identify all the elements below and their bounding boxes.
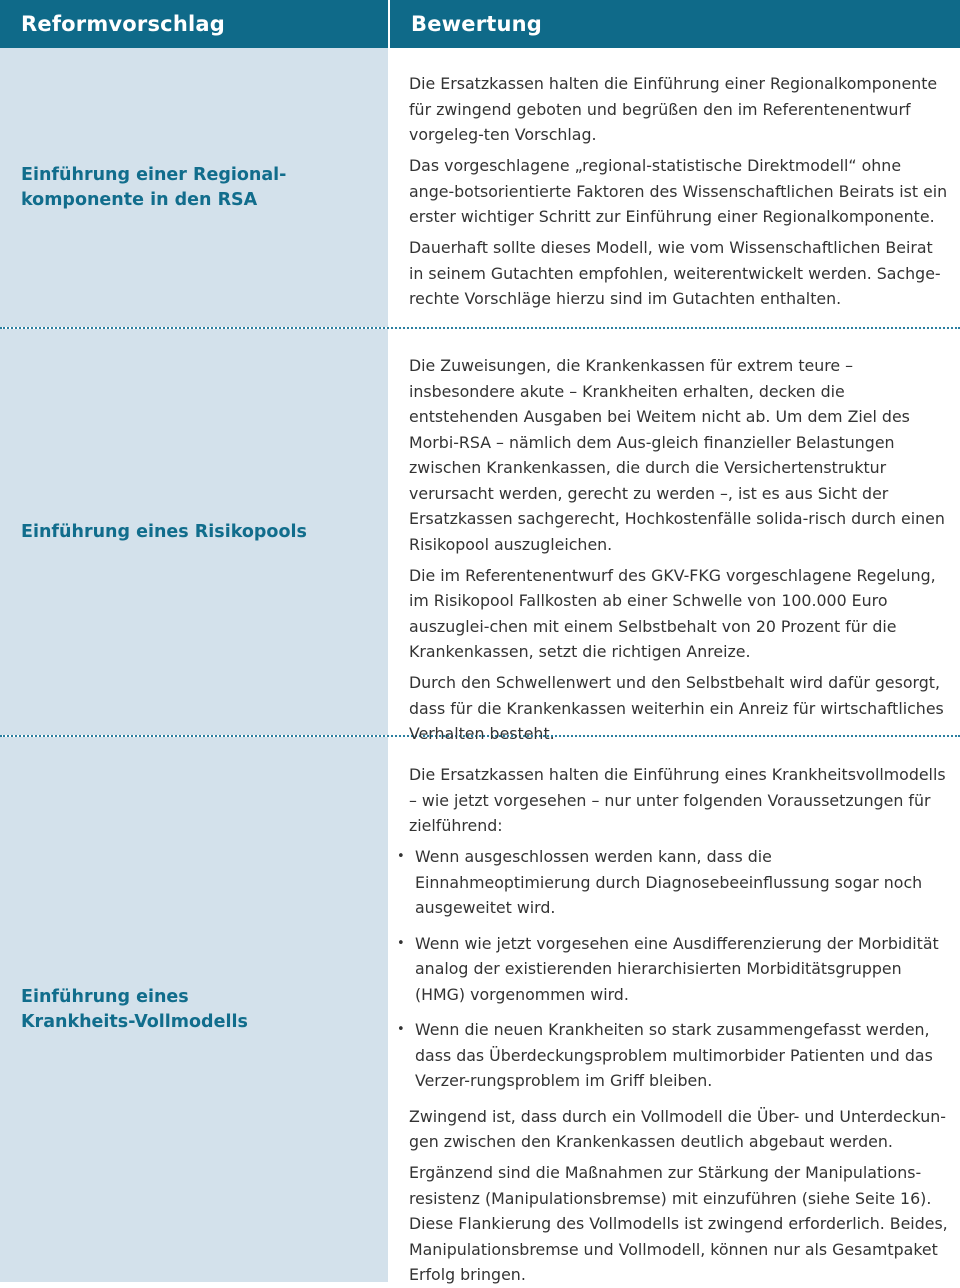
bullet-icon: •: [397, 1022, 405, 1037]
reform-title: [21, 163, 286, 213]
table-header: [0, 0, 960, 48]
assessment-cell: [388, 737, 960, 1282]
reform-title-line: Einführung einer Regional-: [21, 164, 287, 185]
list-item-text: Wenn ausgeschlossen werden kann, dass die Einnahmeoptimierung durch Diagnosebeeinflussung sogar noch ausgeweitet wird.: [415, 847, 923, 917]
assessment-paragraph: Durch den Schwellenwert und den Selbstbehalt wird dafür gesorgt, dass für die Krankenkassen weiterhin ein Anreiz für wirtschaftliches Verhalten besteht.: [409, 673, 944, 743]
bullet-icon: •: [397, 935, 405, 951]
reform-cell: [0, 329, 388, 735]
reform-title-line: Einführung eines Risikopools: [21, 521, 307, 542]
reform-title-line: komponente in den RSA: [21, 189, 258, 210]
column-header-bewertung: Bewertung: [388, 0, 960, 48]
reform-cell: [0, 48, 388, 327]
list-item: [388, 844, 948, 921]
assessment-cell: [388, 48, 960, 327]
list-item: [388, 1017, 948, 1094]
assessment-paragraph: Zwingend ist, dass durch ein Vollmodell die Über- und Unterdeckun-gen zwischen den Krankenkassen deutlich abgebaut werden.: [409, 1106, 946, 1151]
reform-title: [21, 985, 248, 1035]
reform-title-line: Krankheits-Vollmodells: [21, 1011, 248, 1032]
reform-cell: [0, 737, 388, 1282]
assessment-intro: Die Ersatzkassen halten die Einführung eines Krankheitsvollmodells – wie jetzt vorgesehen – nur unter folgenden Voraussetzungen für zielführend:: [409, 765, 946, 835]
condition-list: [397, 844, 948, 1094]
table-row-vollmodell: [0, 737, 960, 1282]
assessment-paragraph: Die im Referentenentwurf des GKV-FKG vorgeschlagene Regelung, im Risikopool Fallkosten ab einer Schwelle von 100.000 Euro auszuglei-chen mit einem Selbstbehalt von 20 Prozent für die Krankenkassen, setzt die richtigen Anreize.: [409, 565, 936, 661]
list-item: [388, 931, 948, 1008]
reform-title-line: Einführung eines: [21, 986, 189, 1007]
table-row-regionalkomponente: [0, 48, 960, 327]
assessment-paragraph: Ergänzend sind die Maßnahmen zur Stärkung der Manipulations-resistenz (Manipulationsbremse) mit einzuführen (siehe Seite 16). Diese Flankierung des Vollmodells ist zwingend erforderlich. Beides, Manipulationsbremse und Vollmodell, können nur als Gesamtpaket Erfolg bringen.: [409, 1163, 948, 1284]
reform-title: [21, 520, 307, 545]
assessment-paragraph: Dauerhaft sollte dieses Modell, wie vom Wissenschaftlichen Beirat in seinem Gutachten empfohlen, weiterentwickelt werden. Sachge-rechte Vorschläge hierzu sind im Gutachten enthalten.: [409, 238, 941, 308]
bullet-icon: •: [397, 849, 405, 864]
list-item-text: Wenn die neuen Krankheiten so stark zusammengefasst werden, dass das Überdeckungsproblem multimorbider Patienten und das Verzer-rungsproblem im Griff bleiben.: [415, 1020, 933, 1090]
table-row-risikopool: [0, 329, 960, 743]
assessment-cell: [388, 329, 960, 743]
assessment-paragraph: Die Ersatzkassen halten die Einführung einer Regionalkomponente für zwingend geboten und begrüßen den im Referentenentwurf vorgeleg-ten Vorschlag.: [409, 74, 938, 144]
assessment-paragraph: Das vorgeschlagene „regional-statistische Direktmodell“ ohne ange-botsorientierte Faktoren des Wissenschaftlichen Beirats ist ein erster wichtiger Schritt zur Einführung einer Regionalkomponente.: [409, 156, 948, 226]
column-header-reformvorschlag: Reformvorschlag: [21, 12, 225, 36]
list-item-text: Wenn wie jetzt vorgesehen eine Ausdifferenzierung der Morbidität analog der existierenden hierarchisierten Morbiditätsgruppen (HMG) vorgenommen wird.: [415, 933, 939, 1004]
assessment-paragraph: Die Zuweisungen, die Krankenkassen für extrem teure – insbesondere akute – Krankheiten erhalten, decken die entstehenden Ausgaben bei Weitem nicht ab. Um dem Ziel des Morbi-RSA – nämlich dem Aus-gleich finanzieller Belastungen zwischen Krankenkassen, die durch die Versichertenstruktur verursacht werden, gerecht zu werden –, ist es aus Sicht der Ersatzkassen sachgerecht, Hochkostenfälle solida-risch durch einen Risikopool auszugleichen.: [409, 356, 945, 554]
